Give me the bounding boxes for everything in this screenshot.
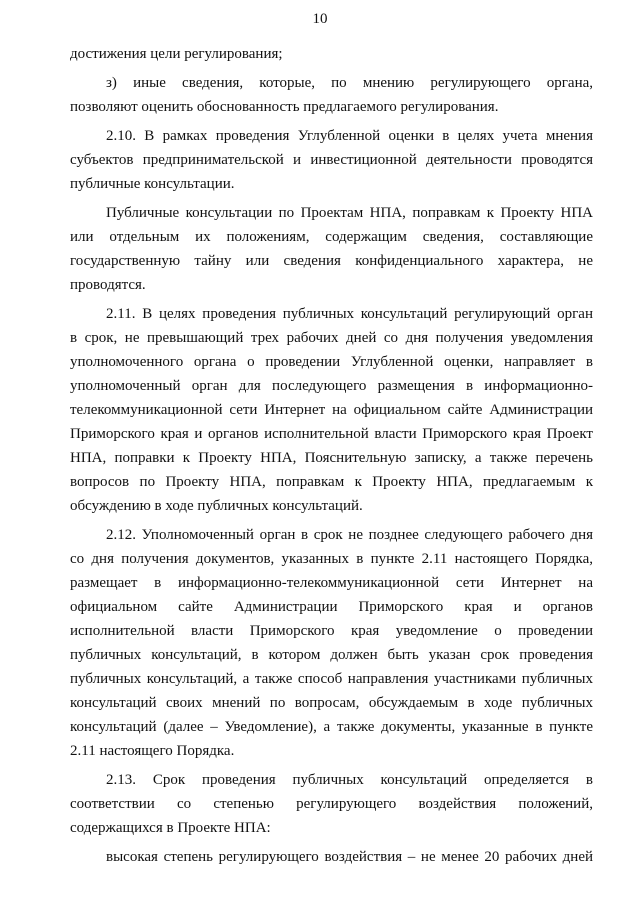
paragraph-p3 (70, 124, 593, 196)
text-line: 2.13. Срок проведения публичных консультаций определяется в (106, 772, 593, 788)
text-line: консультаций (далее – Уведомление), а также документы, указанные в пункте (70, 719, 593, 735)
text-line: 2.12. Уполномоченный орган в срок не позднее следующего рабочего дня (106, 527, 593, 543)
text-line: исполнительной власти Приморского края уведомление о проведении (70, 623, 593, 639)
text-line: высокая степень регулирующего воздействия – не менее 20 рабочих дней (106, 849, 593, 865)
text-line: позволяют оценить обоснованность предлагаемого регулирования. (70, 99, 499, 115)
text-line: телекоммуникационной сети Интернет на официальном сайте Администрации (70, 402, 593, 418)
text-line: 2.11. В целях проведения публичных консультаций регулирующий орган (106, 306, 593, 322)
text-line: вопросов по Проекту НПА, поправкам к Проекту НПА, предлагаемым к (70, 474, 593, 490)
text-line: размещает в информационно-телекоммуникационной сети Интернет на (70, 575, 593, 591)
page-number: 10 (312, 11, 328, 27)
text-line: соответствии со степенью регулирующего воздействия положений, (70, 796, 593, 812)
text-line: консультаций своих мнений по вопросам, обсуждаемым в ходе публичных (70, 695, 593, 711)
paragraph-p6 (70, 523, 593, 763)
text-line: 2.10. В рамках проведения Углубленной оценки в целях учета мнения (106, 128, 593, 144)
text-line: публичных консультаций, в котором должен быть указан срок проведения (70, 647, 593, 663)
text-line: обсуждению в ходе публичных консультаций. (70, 498, 363, 514)
text-line: уполномоченный орган для последующего размещения в информационно- (70, 378, 593, 394)
text-line: достижения цели регулирования; (70, 46, 283, 62)
text-line: Публичные консультации по Проектам НПА, поправкам к Проекту НПА (106, 205, 593, 221)
text-line: публичные консультации. (70, 176, 235, 192)
text-line: 2.11 настоящего Порядка. (70, 743, 235, 759)
text-line: з) иные сведения, которые, по мнению регулирующего органа, (106, 75, 593, 91)
text-line: в срок, не превышающий трех рабочих дней со дня получения уведомления (70, 330, 593, 346)
text-line: проводятся. (70, 277, 146, 293)
paragraph-p4 (70, 201, 593, 297)
paragraph-p2 (70, 71, 593, 119)
text-line: официальном сайте Администрации Приморского края и органов (70, 599, 593, 615)
paragraph-p8 (70, 845, 593, 869)
text-line: субъектов предпринимательской и инвестиционной деятельности проводятся (70, 152, 593, 168)
text-line: уполномоченного органа о проведении Углубленной оценки, направляет в (70, 354, 593, 370)
paragraph-p7 (70, 768, 593, 840)
text-line: Приморского края и органов исполнительной власти Приморского края Проект (70, 426, 593, 442)
text-line: или отдельным их положениям, содержащим сведения, составляющие (70, 229, 593, 245)
paragraph-p1 (70, 42, 593, 66)
text-line: публичных консультаций, а также способ направления участниками публичных (70, 671, 593, 687)
text-line: со дня получения документов, указанных в пункте 2.11 настоящего Порядка, (70, 551, 593, 567)
text-line: НПА, поправки к Проекту НПА, Пояснительную записку, а также перечень (70, 450, 593, 466)
document-body (70, 42, 593, 869)
paragraph-p5 (70, 302, 593, 518)
text-line: содержащихся в Проекте НПА: (70, 820, 271, 836)
text-line: государственную тайну или сведения конфиденциального характера, не (70, 253, 593, 269)
